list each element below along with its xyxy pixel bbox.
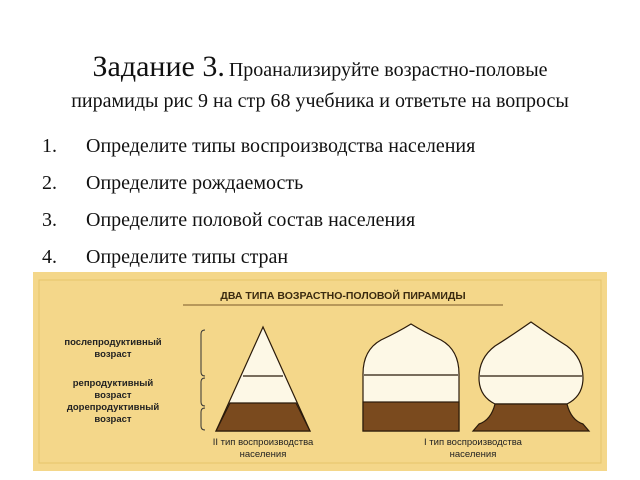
question-text: Определите типы воспроизводства населения	[86, 135, 476, 157]
post-label-2: возраст	[94, 349, 132, 360]
pre-label-1: дорепродуктивный	[66, 402, 160, 413]
question-number: 3.	[42, 209, 57, 231]
repro-label-1: репродуктивный	[72, 378, 154, 389]
question-item	[42, 132, 475, 169]
question-text: Определите рождаемость	[86, 172, 304, 194]
urn-pyramid	[479, 322, 583, 404]
urn-base	[473, 404, 589, 431]
question-list	[42, 132, 475, 280]
figure-title: ДВА ТИПА ВОЗРАСТНО-ПОЛОВОЙ ПИРАМИДЫ	[220, 290, 466, 302]
triangle-base	[216, 403, 310, 431]
bracket-post	[201, 330, 205, 376]
question-text: Определите типы стран	[86, 246, 289, 268]
post-label-1: послепродуктивный	[64, 337, 162, 348]
pyramid-figure	[33, 272, 607, 471]
slide-title	[0, 52, 640, 87]
pyramid-diagram	[33, 272, 607, 471]
instruction-line-1: Проанализируйте возрастно-половые	[228, 59, 548, 81]
question-item	[42, 206, 475, 243]
task-label: Задание 3.	[92, 50, 225, 83]
pre-label-2: возраст	[94, 414, 132, 425]
dome-base	[363, 402, 459, 431]
question-text: Определите половой состав населения	[86, 209, 416, 231]
question-number: 1.	[42, 135, 57, 157]
caption-type2-line1: II тип воспроизводства	[212, 437, 314, 448]
caption-type1-line1: I тип воспроизводства	[424, 437, 522, 448]
bracket-pre	[201, 408, 205, 430]
caption-type1-line2: населения	[449, 449, 497, 460]
bracket-repro	[201, 378, 205, 406]
repro-label-2: возраст	[94, 390, 132, 401]
caption-type2-line2: населения	[239, 449, 287, 460]
instruction-line-2: пирамиды рис 9 на стр 68 учебника и ответьте на вопросы	[71, 90, 569, 112]
question-number: 2.	[42, 172, 57, 194]
question-number: 4.	[42, 246, 57, 268]
question-item	[42, 169, 475, 206]
